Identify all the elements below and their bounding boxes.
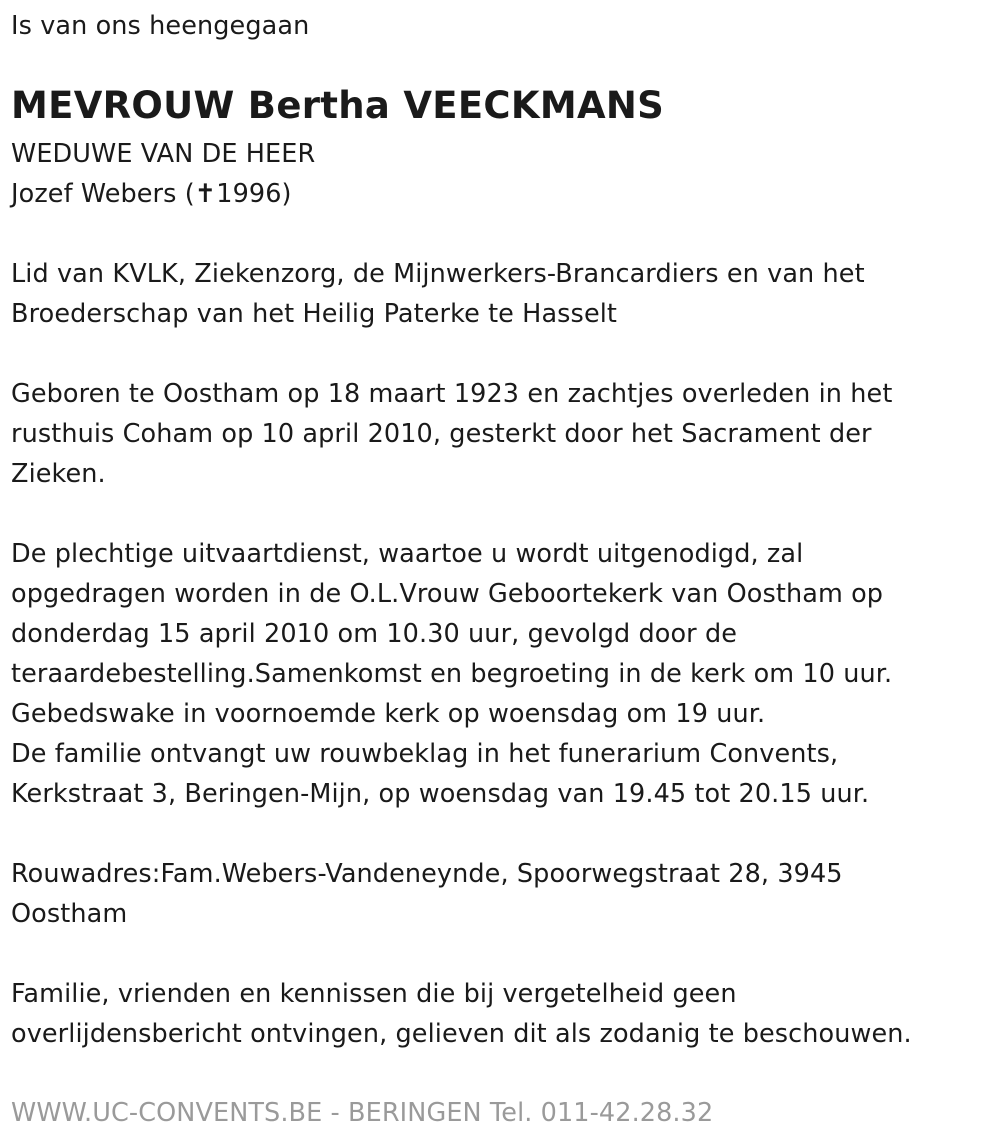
paragraph-line: De familie ontvangt uw rouwbeklag in het funerarium Convents, <box>11 739 839 769</box>
closing-note-paragraph <box>11 974 912 1054</box>
paragraph-line: Rouwadres:Fam.Webers-Vandeneynde, Spoorwegstraat 28, 3945 <box>11 859 843 889</box>
funeral-service-paragraph <box>11 534 892 814</box>
paragraph-line: Gebedswake in voornoemde kerk op woensdag om 19 uur. <box>11 699 766 729</box>
paragraph-line: Lid van KVLK, Ziekenzorg, de Mijnwerkers-Brancardiers en van het <box>11 259 865 289</box>
paragraph-line: rusthuis Coham op 10 april 2010, gesterkt door het Sacrament der <box>11 419 872 449</box>
paragraph-line: Geboren te Oostham op 18 maart 1923 en zachtjes overleden in het <box>11 379 893 409</box>
paragraph-line: teraardebestelling.Samenkomst en begroeting in de kerk om 10 uur. <box>11 659 893 689</box>
footer-contact: WWW.UC-CONVENTS.BE - BERINGEN Tel. 011-42.28.32 <box>11 1098 714 1128</box>
paragraph-line: Broederschap van het Heilig Paterke te Hasselt <box>11 299 618 329</box>
membership-paragraph <box>11 254 865 334</box>
paragraph-line: overlijdensbericht ontvingen, gelieven dit als zodanig te beschouwen. <box>11 1019 912 1049</box>
paragraph-line: donderdag 15 april 2010 om 10.30 uur, gevolgd door de <box>11 619 738 649</box>
widow-title: WEDUWE VAN DE HEER <box>11 139 316 169</box>
spouse-name: Jozef Webers (✝1996) <box>11 179 292 209</box>
widow-block <box>11 134 315 214</box>
intro-text: Is van ons heengegaan <box>11 11 310 41</box>
mourning-address-paragraph <box>11 854 843 934</box>
paragraph-line: Zieken. <box>11 459 106 489</box>
paragraph-line: Familie, vrienden en kennissen die bij vergetelheid geen <box>11 979 737 1009</box>
birth-death-paragraph <box>11 374 892 494</box>
deceased-name: MEVROUW Bertha VEECKMANS <box>11 84 665 127</box>
paragraph-line: Oostham <box>11 899 128 929</box>
paragraph-line: De plechtige uitvaartdienst, waartoe u wordt uitgenodigd, zal <box>11 539 804 569</box>
paragraph-line: opgedragen worden in de O.L.Vrouw Geboortekerk van Oostham op <box>11 579 884 609</box>
paragraph-line: Kerkstraat 3, Beringen-Mijn, op woensdag van 19.45 tot 20.15 uur. <box>11 779 870 809</box>
